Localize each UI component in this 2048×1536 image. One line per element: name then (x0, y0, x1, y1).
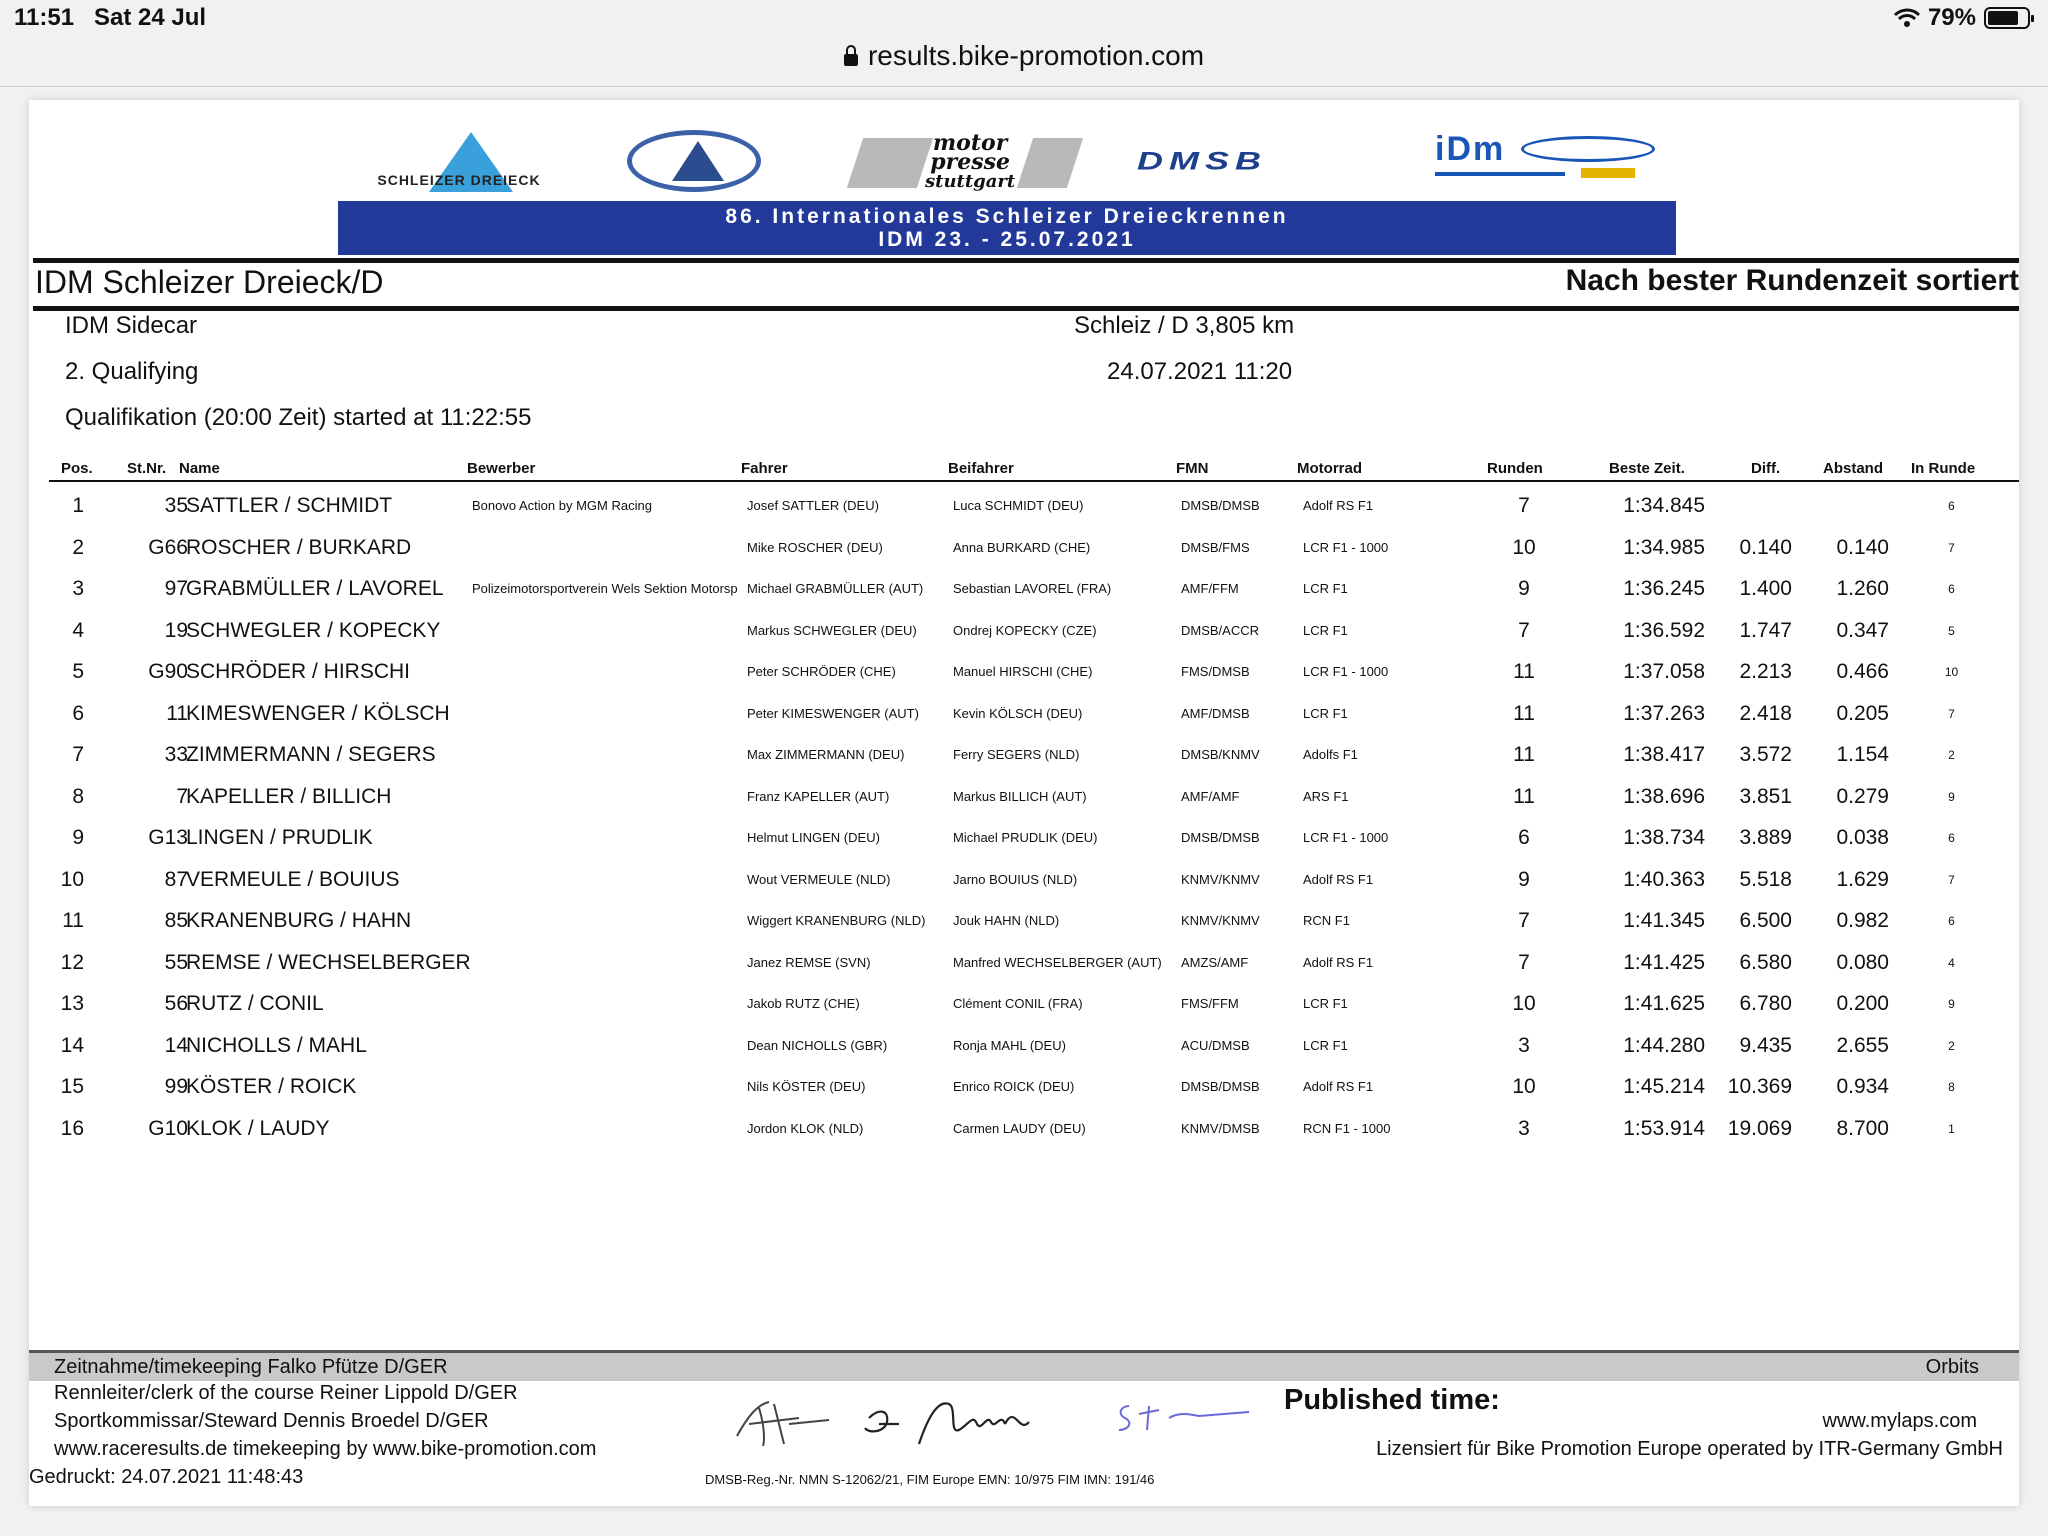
cell-runden: 7 (1518, 950, 1530, 974)
cell-fahrer: Franz KAPELLER (AUT) (747, 788, 890, 804)
cell-pos: 1 (72, 494, 84, 517)
col-header-stnr: St.Nr. (127, 460, 167, 477)
printed-timestamp: Gedruckt: 24.07.2021 11:48:43 (29, 1466, 304, 1488)
divider (33, 258, 2019, 263)
cell-diff: 2.213 (1739, 660, 1792, 683)
motorpresse-logo: motor presse stuttgart (855, 134, 1081, 190)
cell-beste: 1:45.214 (1623, 1075, 1705, 1098)
event-banner (338, 201, 1676, 255)
cell-pos: 10 (60, 867, 84, 891)
cell-fmn: DMSB/FMS (1181, 539, 1250, 555)
cell-fmn: AMF/AMF (1181, 788, 1240, 804)
cell-bewerber: Bonovo Action by MGM Racing (472, 498, 652, 513)
cell-fmn: DMSB/DMSB (1181, 1079, 1260, 1094)
result-row (29, 1066, 2019, 1108)
cell-runden: 3 (1518, 1033, 1530, 1057)
orbits-label: Orbits (1925, 1356, 1979, 1378)
cell-beste: 1:41.345 (1623, 909, 1705, 932)
cell-inrunde: 7 (1948, 540, 1955, 555)
cell-name: SATTLER / SCHMIDT (186, 494, 393, 517)
timekeeping-website: www.raceresults.de timekeeping by www.bike-promotion.com (54, 1438, 597, 1460)
status-time: 11:51 (14, 4, 75, 31)
cell-inrunde: 6 (1948, 831, 1955, 845)
cell-beste: 1:34.985 (1623, 535, 1705, 559)
cell-fahrer: Peter SCHRÖDER (CHE) (747, 664, 896, 679)
cell-beste: 1:38.417 (1623, 743, 1705, 766)
cell-abstand: 0.205 (1836, 701, 1889, 725)
cell-beste: 1:36.245 (1623, 577, 1705, 600)
cell-abstand: 0.982 (1836, 909, 1889, 932)
cell-beste: 1:38.734 (1623, 826, 1705, 849)
cell-fmn: AMF/FFM (1181, 581, 1239, 596)
cell-fahrer: Jordon KLOK (NLD) (747, 1120, 864, 1136)
cell-nr: G10 (148, 1116, 188, 1140)
mylaps-link[interactable]: www.mylaps.com (1822, 1410, 1977, 1432)
cell-name: RUTZ / CONIL (186, 992, 324, 1015)
cell-beifahrer: Luca SCHMIDT (DEU) (953, 498, 1084, 513)
cell-name: NICHOLLS / MAHL (186, 1033, 367, 1057)
cell-runden: 10 (1512, 1075, 1536, 1098)
cell-inrunde: 2 (1948, 748, 1955, 762)
cell-motorrad: LCR F1 (1303, 705, 1348, 721)
cell-runden: 7 (1518, 494, 1530, 517)
cell-fmn: AMZS/AMF (1181, 954, 1249, 970)
cell-nr: 7 (176, 784, 188, 808)
cell-beste: 1:41.625 (1623, 992, 1705, 1015)
col-header-pos: Pos. (61, 460, 93, 477)
cell-diff: 1.747 (1739, 618, 1792, 642)
cell-pos: 12 (60, 950, 84, 974)
cell-diff: 3.889 (1739, 826, 1792, 849)
cell-runden: 11 (1513, 701, 1535, 725)
cell-diff: 6.580 (1739, 950, 1792, 974)
cell-runden: 7 (1518, 618, 1530, 642)
cell-nr: 99 (164, 1075, 188, 1098)
url-display[interactable] (0, 40, 2048, 72)
divider (33, 306, 2019, 311)
col-header-beste-zeit: Beste Zeit. (1609, 460, 1685, 477)
cell-pos: 9 (72, 826, 84, 849)
timekeeping-label: Zeitnahme/timekeeping Falko Pfütze D/GER (54, 1356, 448, 1378)
address-bar[interactable] (0, 36, 2048, 87)
class-name: IDM Sidecar (65, 312, 198, 339)
cell-beifahrer: Sebastian LAVOREL (FRA) (953, 581, 1112, 596)
status-date: Sat 24 Jul (94, 4, 207, 31)
license-text: Lizensiert für Bike Promotion Europe operated by ITR-Germany GmbH (1376, 1438, 2003, 1460)
cell-abstand: 0.200 (1836, 992, 1889, 1015)
cell-beifahrer: Jarno BOUIUS (NLD) (953, 871, 1078, 887)
cell-runden: 7 (1518, 909, 1530, 932)
cell-beifahrer: Clément CONIL (FRA) (953, 996, 1083, 1011)
cell-inrunde: 6 (1948, 582, 1955, 596)
cell-motorrad: RCN F1 - 1000 (1303, 1120, 1391, 1136)
ios-status-bar (0, 0, 2048, 40)
cell-name: KRANENBURG / HAHN (186, 909, 412, 932)
result-row (29, 1025, 2019, 1067)
col-header-runden: Runden (1487, 460, 1543, 477)
cell-fahrer: Helmut LINGEN (DEU) (747, 830, 880, 845)
cell-diff: 2.418 (1739, 701, 1792, 725)
cell-name: SCHRÖDER / HIRSCHI (186, 660, 411, 683)
cell-beste: 1:40.363 (1623, 867, 1705, 891)
cell-fahrer: Max ZIMMERMANN (DEU) (747, 747, 905, 762)
cell-beste: 1:53.914 (1623, 1116, 1705, 1140)
cell-fahrer: Peter KIMESWENGER (AUT) (747, 705, 919, 721)
header-rule (49, 480, 2019, 482)
cell-abstand: 1.260 (1836, 577, 1889, 600)
cell-motorrad: ARS F1 (1303, 788, 1349, 804)
cell-nr: 97 (164, 577, 188, 600)
cell-nr: 85 (164, 909, 188, 932)
cell-diff: 9.435 (1739, 1033, 1792, 1057)
col-header-beifahrer: Beifahrer (948, 460, 1014, 477)
cell-pos: 16 (60, 1116, 84, 1140)
registration-numbers: DMSB-Reg.-Nr. NMN S-12062/21, FIM Europe EMN: 10/975 FIM IMN: 191/46 (705, 1472, 1155, 1487)
cell-beifahrer: Markus BILLICH (AUT) (953, 788, 1087, 804)
cell-diff: 19.069 (1727, 1116, 1792, 1140)
cell-runden: 3 (1518, 1116, 1530, 1140)
cell-pos: 15 (60, 1075, 84, 1098)
cell-fmn: FMS/FFM (1181, 996, 1239, 1011)
cell-fmn: DMSB/ACCR (1181, 622, 1260, 638)
cell-abstand: 0.279 (1836, 784, 1889, 808)
cell-pos: 14 (60, 1033, 84, 1057)
result-row (29, 776, 2019, 818)
cell-beste: 1:41.425 (1623, 950, 1705, 974)
cell-nr: 33 (164, 743, 188, 766)
cell-runden: 9 (1518, 577, 1530, 600)
cell-name: SCHWEGLER / KOPECKY (186, 618, 441, 642)
cell-pos: 5 (72, 660, 84, 683)
cell-fahrer: Josef SATTLER (DEU) (747, 498, 879, 513)
cell-beifahrer: Kevin KÖLSCH (DEU) (953, 705, 1083, 721)
cell-inrunde: 10 (1944, 665, 1959, 679)
cell-beifahrer: Ferry SEGERS (NLD) (953, 747, 1080, 762)
cell-abstand: 0.934 (1836, 1075, 1889, 1098)
result-row (29, 900, 2019, 942)
cell-pos: 4 (72, 618, 84, 642)
cell-beste: 1:44.280 (1623, 1033, 1705, 1057)
result-row (29, 610, 2019, 652)
cell-nr: 11 (166, 701, 188, 725)
cell-motorrad: Adolfs F1 (1303, 747, 1358, 762)
cell-name: KÖSTER / ROICK (186, 1075, 357, 1098)
battery-fill (1988, 11, 2018, 25)
cell-inrunde: 9 (1948, 997, 1955, 1011)
published-time-label: Published time: (1284, 1384, 1500, 1416)
cell-inrunde: 8 (1948, 1080, 1955, 1094)
cell-beste: 1:37.058 (1623, 660, 1705, 683)
cell-pos: 3 (72, 577, 84, 600)
cell-nr: 19 (164, 618, 188, 642)
cell-runden: 11 (1513, 784, 1535, 808)
cell-name: KLOK / LAUDY (186, 1116, 330, 1140)
cell-diff: 6.780 (1739, 992, 1792, 1015)
cell-fahrer: Wout VERMEULE (NLD) (747, 871, 891, 887)
cell-runden: 9 (1518, 867, 1530, 891)
cell-abstand: 2.655 (1836, 1033, 1889, 1057)
cell-motorrad: LCR F1 - 1000 (1303, 664, 1389, 679)
cell-fahrer: Michael GRABMÜLLER (AUT) (747, 581, 924, 596)
cell-fmn: DMSB/DMSB (1181, 498, 1260, 513)
cell-runden: 11 (1513, 743, 1535, 766)
cell-abstand: 0.038 (1836, 826, 1889, 849)
cell-name: KIMESWENGER / KÖLSCH (186, 701, 450, 725)
col-header-bewerber: Bewerber (467, 460, 536, 477)
results-document (29, 100, 2019, 1506)
cell-name: LINGEN / PRUDLIK (186, 826, 373, 849)
result-row (29, 527, 2019, 569)
cell-diff: 6.500 (1739, 909, 1792, 932)
cell-inrunde: 6 (1948, 914, 1955, 928)
cell-fahrer: Markus SCHWEGLER (DEU) (747, 622, 917, 638)
cell-abstand: 0.347 (1836, 618, 1889, 642)
cell-diff: 3.572 (1739, 743, 1792, 766)
cell-nr: 35 (164, 494, 188, 517)
cell-beste: 1:37.263 (1623, 701, 1705, 725)
session-datetime: 24.07.2021 11:20 (1107, 358, 1293, 385)
cell-motorrad: LCR F1 - 1000 (1303, 830, 1389, 845)
cell-name: ZIMMERMANN / SEGERS (186, 743, 436, 766)
cell-runden: 6 (1518, 826, 1530, 849)
cell-inrunde: 5 (1948, 623, 1955, 638)
cell-fmn: FMS/DMSB (1181, 664, 1250, 679)
result-row (29, 942, 2019, 984)
cell-motorrad: LCR F1 (1303, 1037, 1348, 1053)
result-row (29, 1108, 2019, 1150)
cell-abstand: 8.700 (1836, 1116, 1889, 1140)
cell-pos: 8 (72, 784, 84, 808)
dmsb-logo: DMSB (1137, 146, 1267, 175)
cell-motorrad: LCR F1 - 1000 (1303, 539, 1389, 555)
cell-runden: 10 (1512, 992, 1536, 1015)
cell-inrunde: 1 (1948, 1121, 1955, 1136)
col-header-in-runde: In Runde (1911, 460, 1976, 477)
cell-name: GRABMÜLLER / LAVOREL (186, 577, 444, 600)
result-row (29, 693, 2019, 735)
battery-percent: 79% (1927, 4, 1976, 31)
cell-nr: 14 (164, 1033, 188, 1057)
cell-inrunde: 7 (1948, 706, 1955, 721)
cell-fmn: DMSB/KNMV (1181, 747, 1260, 762)
cell-abstand: 1.154 (1836, 743, 1889, 766)
cell-motorrad: LCR F1 (1303, 996, 1348, 1011)
cell-beifahrer: Enrico ROICK (DEU) (953, 1079, 1075, 1094)
cell-bewerber: Polizeimotorsportverein Wels Sektion Motorsp (472, 581, 738, 596)
clerk-of-course: Rennleiter/clerk of the course Reiner Lippold D/GER (54, 1382, 518, 1404)
cell-fmn: KNMV/DMSB (1181, 1120, 1260, 1136)
col-header-fahrer: Fahrer (741, 460, 788, 477)
cell-beifahrer: Carmen LAUDY (DEU) (953, 1120, 1086, 1136)
result-row (29, 859, 2019, 901)
cell-nr: 87 (164, 867, 188, 891)
cell-name: REMSE / WECHSELBERGER (186, 950, 471, 974)
cell-beste: 1:38.696 (1623, 784, 1705, 808)
cell-beifahrer: Jouk HAHN (NLD) (953, 913, 1060, 928)
cell-beifahrer: Manfred WECHSELBERGER (AUT) (953, 954, 1162, 970)
cell-nr: G13 (148, 826, 188, 849)
col-header-name: Name (179, 460, 220, 477)
cell-beste: 1:36.592 (1623, 618, 1705, 642)
cell-fahrer: Nils KÖSTER (DEU) (747, 1079, 866, 1094)
sort-title: Nach bester Rundenzeit sortiert (1565, 264, 2019, 297)
cell-motorrad: RCN F1 (1303, 913, 1350, 928)
cell-diff: 10.369 (1727, 1075, 1792, 1098)
cell-fmn: KNMV/KNMV (1181, 913, 1260, 928)
sponsor-logos (29, 100, 2019, 251)
track-info: Schleiz / D 3,805 km (1074, 312, 1295, 339)
cell-motorrad: Adolf RS F1 (1303, 1079, 1374, 1094)
cell-inrunde: 9 (1948, 789, 1955, 804)
cell-name: VERMEULE / BOUIUS (186, 867, 400, 891)
cell-fahrer: Jakob RUTZ (CHE) (747, 996, 860, 1011)
session-start: Qualifikation (20:00 Zeit) started at 11:22:55 (65, 404, 532, 431)
cell-motorrad: LCR F1 (1303, 622, 1348, 638)
cell-name: ROSCHER / BURKARD (186, 535, 412, 559)
official-signatures (729, 1384, 1269, 1454)
event-title: IDM Schleizer Dreieck/D (35, 264, 384, 300)
banner-line2: IDM 23. - 25.07.2021 (878, 228, 1136, 251)
lock-icon (844, 54, 858, 66)
cell-fahrer: Janez REMSE (SVN) (747, 954, 871, 970)
cell-abstand: 1.629 (1836, 867, 1889, 891)
cell-fmn: ACU/DMSB (1181, 1037, 1250, 1053)
cell-beifahrer: Michael PRUDLIK (DEU) (953, 830, 1098, 845)
col-header-diff: Diff. (1751, 460, 1781, 477)
cell-beifahrer: Ondrej KOPECKY (CZE) (953, 622, 1097, 638)
cell-abstand: 0.140 (1836, 535, 1889, 559)
cell-fmn: KNMV/KNMV (1181, 871, 1260, 887)
cell-runden: 11 (1513, 660, 1535, 683)
cell-beste: 1:34.845 (1623, 494, 1705, 517)
steward: Sportkommissar/Steward Dennis Broedel D/GER (54, 1410, 489, 1432)
club-emblem-logo (627, 130, 761, 192)
schleizer-dreieck-logo: SCHLEIZER DREIECK (359, 128, 559, 198)
cell-pos: 11 (62, 909, 84, 932)
cell-pos: 6 (72, 701, 84, 725)
cell-diff: 0.140 (1739, 535, 1792, 559)
cell-nr: G66 (148, 535, 188, 559)
result-row (29, 485, 2019, 527)
cell-pos: 7 (72, 743, 84, 766)
cell-beifahrer: Manuel HIRSCHI (CHE) (953, 664, 1093, 679)
cell-fahrer: Mike ROSCHER (DEU) (747, 539, 883, 555)
cell-pos: 2 (72, 535, 84, 559)
result-row (29, 568, 2019, 610)
url-text: results.bike-promotion.com (867, 40, 1205, 71)
cell-name: KAPELLER / BILLICH (186, 784, 392, 808)
cell-abstand: 0.466 (1836, 660, 1889, 683)
cell-motorrad: Adolf RS F1 (1303, 498, 1374, 513)
idm-logo: iDm (1435, 130, 1659, 184)
cell-inrunde: 4 (1948, 955, 1955, 970)
cell-nr: 56 (164, 992, 188, 1015)
banner-line1: 86. Internationales Schleizer Dreieckrennen (725, 205, 1289, 228)
result-row (29, 651, 2019, 693)
wifi-icon (1894, 8, 1920, 28)
cell-nr: G90 (148, 660, 188, 683)
col-header-motorrad: Motorrad (1297, 460, 1362, 477)
cell-motorrad: LCR F1 (1303, 581, 1348, 596)
cell-fmn: AMF/DMSB (1181, 705, 1250, 721)
cell-nr: 55 (164, 950, 188, 974)
status-right (1894, 4, 2030, 32)
cell-fahrer: Wiggert KRANENBURG (NLD) (747, 913, 926, 928)
cell-abstand: 0.080 (1836, 950, 1889, 974)
cell-beifahrer: Ronja MAHL (DEU) (953, 1037, 1066, 1053)
cell-pos: 13 (60, 992, 84, 1015)
cell-motorrad: Adolf RS F1 (1303, 871, 1374, 887)
cell-fmn: DMSB/DMSB (1181, 830, 1260, 845)
cell-runden: 10 (1512, 535, 1536, 559)
result-row (29, 734, 2019, 776)
cell-inrunde: 6 (1948, 499, 1955, 513)
cell-inrunde: 2 (1948, 1038, 1955, 1053)
cell-beifahrer: Anna BURKARD (CHE) (953, 539, 1091, 555)
col-header-fmn: FMN (1176, 460, 1209, 477)
cell-diff: 1.400 (1739, 577, 1792, 600)
cell-fahrer: Dean NICHOLLS (GBR) (747, 1037, 888, 1053)
cell-diff: 5.518 (1739, 867, 1792, 891)
cell-inrunde: 7 (1948, 872, 1955, 887)
footer-bar (29, 1350, 2019, 1381)
battery-icon (1984, 7, 2030, 29)
session-name: 2. Qualifying (65, 358, 199, 385)
result-row (29, 817, 2019, 859)
cell-diff: 3.851 (1739, 784, 1792, 808)
cell-motorrad: Adolf RS F1 (1303, 954, 1374, 970)
result-row (29, 983, 2019, 1025)
col-header-abstand: Abstand (1823, 460, 1883, 477)
